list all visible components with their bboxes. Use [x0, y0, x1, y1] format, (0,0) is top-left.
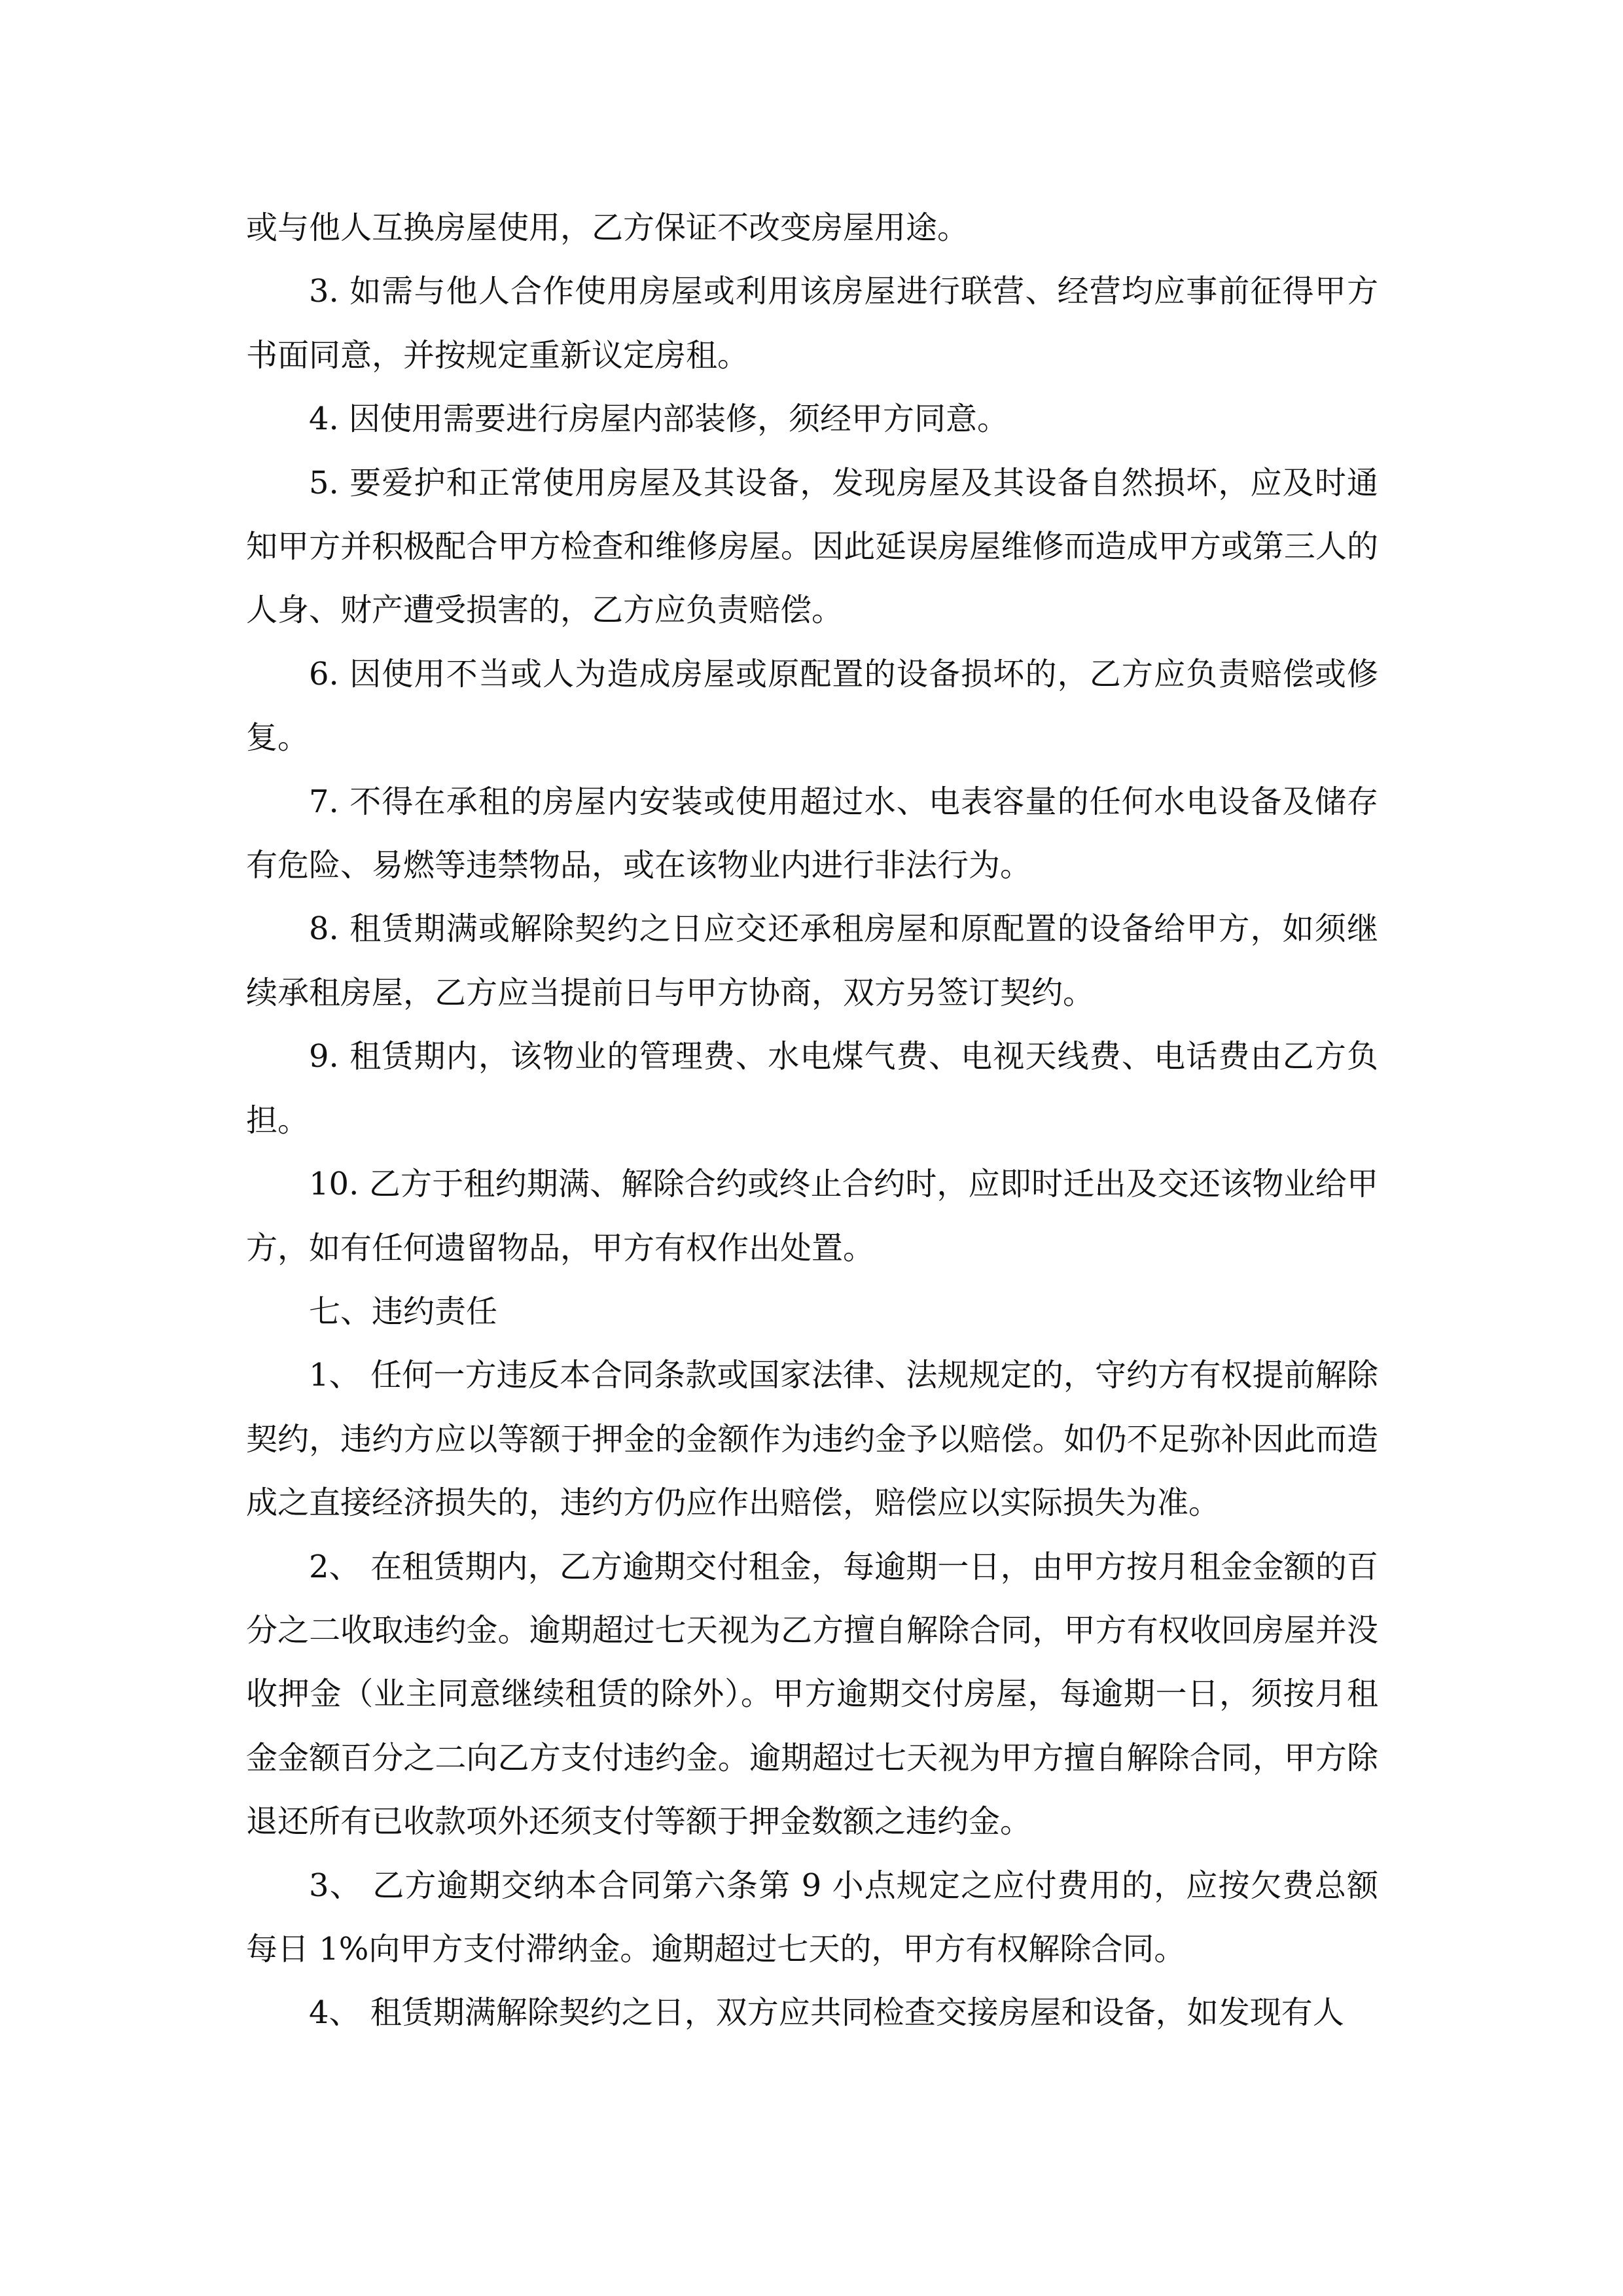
section-heading-breach: 七、违约责任: [309, 1293, 498, 1330]
clause-6-damage: 6. 因使用不当或人为造成房屋或原配置的设备损坏的，乙方应负责赔偿或修复。: [246, 655, 1378, 757]
breach-clause-3: 3、 乙方逾期交纳本合同第六条第 9 小点规定之应付费用的，应按欠费总额每日 1%向甲方支付滞纳金。逾期超过七天的，甲方有权解除合同。: [246, 1867, 1378, 1967]
paragraph-continuation: 或与他人互换房屋使用，乙方保证不改变房屋用途。: [246, 209, 969, 246]
document-body: [246, 196, 1378, 2045]
clause-3-joint-use: 3. 如需与他人合作使用房屋或利用该房屋进行联营、经营均应事前征得甲方书面同意，并按规定重新议定房租。: [246, 273, 1378, 374]
clause-9-fees: 9. 租赁期内，该物业的管理费、水电煤气费、电视天线费、电话费由乙方负担。: [246, 1038, 1378, 1139]
clause-5-maintenance: 5. 要爱护和正常使用房屋及其设备，发现房屋及其设备自然损坏，应及时通知甲方并积极配合甲方检查和维修房屋。因此延误房屋维修而造成甲方或第三人的人身、财产遭受损害的，乙方应负责赔偿。: [246, 464, 1378, 629]
clause-4-renovation: 4. 因使用需要进行房屋内部装修，须经甲方同意。: [309, 401, 1009, 438]
breach-clause-1: 1、 任何一方违反本合同条款或国家法律、法规规定的，守约方有权提前解除契约，违约方应以等额于押金的金额作为违约金予以赔偿。如仍不足弥补因此而造成之直接经济损失的，违约方仍应作出赔偿，赔偿应以实际损失为准。: [246, 1357, 1378, 1522]
clause-8-return: 8. 租赁期满或解除契约之日应交还承租房屋和原配置的设备给甲方，如须继续承租房屋，乙方应当提前日与甲方协商，双方另签订契约。: [246, 910, 1378, 1011]
clause-7-prohibited: 7. 不得在承租的房屋内安装或使用超过水、电表容量的任何水电设备及储存有危险、易燃等违禁物品，或在该物业内进行非法行为。: [246, 783, 1378, 884]
breach-clause-4: 4、 租赁期满解除契约之日，双方应共同检查交接房屋和设备，如发现有人: [309, 1994, 1344, 2032]
clause-10-move-out: 10. 乙方于租约期满、解除合约或终止合约时，应即时迁出及交还该物业给甲方，如有任何遗留物品，甲方有权作出处置。: [246, 1166, 1378, 1266]
breach-clause-2: 2、 在租赁期内，乙方逾期交付租金，每逾期一日，由甲方按月租金金额的百分之二收取违约金。逾期超过七天视为乙方擅自解除合同，甲方有权收回房屋并没收押金（业主同意继续租赁的除外）。甲方逾期交付房屋，每逾期一日，须按月租金金额百分之二向乙方支付违约金。逾期超过七天视为甲方擅自解除合同，甲方除退还所有已收款项外还须支付等额于押金数额之违约金。: [246, 1548, 1378, 1840]
